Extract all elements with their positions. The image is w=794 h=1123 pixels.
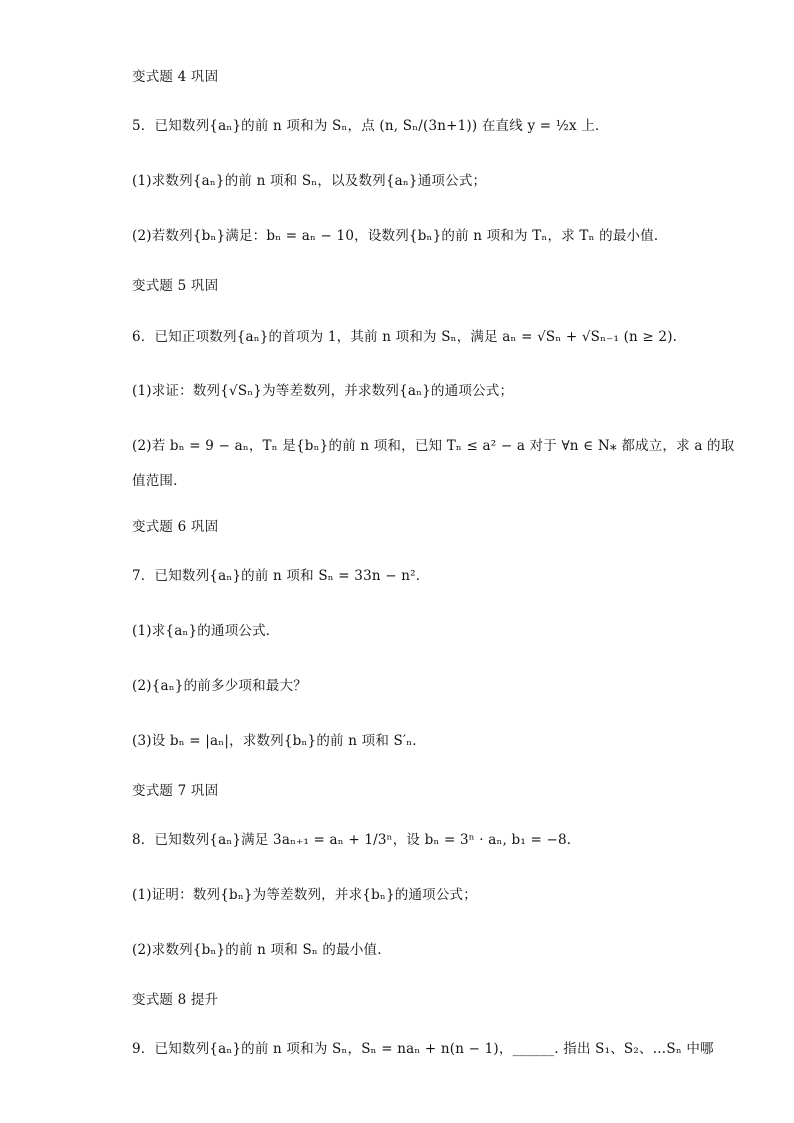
- problem-7-statement: 7．已知数列{aₙ}的前 n 项和 Sₙ = 33n − n²．: [132, 568, 430, 584]
- problem-8-statement: 8．已知数列{aₙ}满足 3aₙ₊₁ = aₙ + 1/3ⁿ，设 bₙ = 3ⁿ · aₙ, b₁ = −8.: [132, 832, 572, 848]
- section-heading-variant-8: 变式题 8 提升: [132, 992, 219, 1008]
- section-heading-variant-5: 变式题 5 巩固: [132, 278, 219, 294]
- problem-6-part-2-line-2: 值范围.: [132, 473, 178, 489]
- problem-7-part-3: (3)设 bₙ = |aₙ|，求数列{bₙ}的前 n 项和 S′ₙ．: [132, 733, 426, 749]
- section-heading-variant-6: 变式题 6 巩固: [132, 519, 219, 535]
- problem-9-statement: 9．已知数列{aₙ}的前 n 项和为 Sₙ，Sₙ = naₙ + n(n − 1)，______. 指出 S₁、S₂、…Sₙ 中哪: [132, 1041, 714, 1057]
- section-heading-variant-4: 变式题 4 巩固: [132, 69, 219, 85]
- problem-6-part-2-line-1: (2)若 bₙ = 9 − aₙ，Tₙ 是{bₙ}的前 n 项和，已知 Tₙ ≤ a² − a 对于 ∀n ∈ N⁎ 都成立，求 a 的取: [132, 438, 735, 454]
- problem-7-part-2: (2){aₙ}的前多少项和最大？: [132, 678, 307, 694]
- problem-5-part-1: (1)求数列{aₙ}的前 n 项和 Sₙ，以及数列{aₙ}通项公式；: [132, 173, 487, 189]
- problem-6-part-1: (1)求证：数列{√Sₙ}为等差数列，并求数列{aₙ}的通项公式；: [132, 383, 514, 399]
- problem-8-part-1: (1)证明：数列{bₙ}为等差数列，并求{bₙ}的通项公式；: [132, 887, 477, 903]
- section-heading-variant-7: 变式题 7 巩固: [132, 783, 219, 799]
- problem-8-part-2: (2)求数列{bₙ}的前 n 项和 Sₙ 的最小值.: [132, 942, 382, 958]
- problem-6-statement: 6．已知正项数列{aₙ}的首项为 1，其前 n 项和为 Sₙ，满足 aₙ = √Sₙ + √Sₙ₋₁ (n ≥ 2).: [132, 329, 678, 345]
- problem-5-statement: 5．已知数列{aₙ}的前 n 项和为 Sₙ，点 (n, Sₙ/(3n+1)) 在直线 y = ½x 上．: [132, 118, 609, 134]
- problem-5-part-2: (2)若数列{bₙ}满足：bₙ = aₙ − 10，设数列{bₙ}的前 n 项和为 Tₙ，求 Tₙ 的最小值．: [132, 228, 668, 244]
- problem-7-part-1: (1)求{aₙ}的通项公式．: [132, 623, 280, 639]
